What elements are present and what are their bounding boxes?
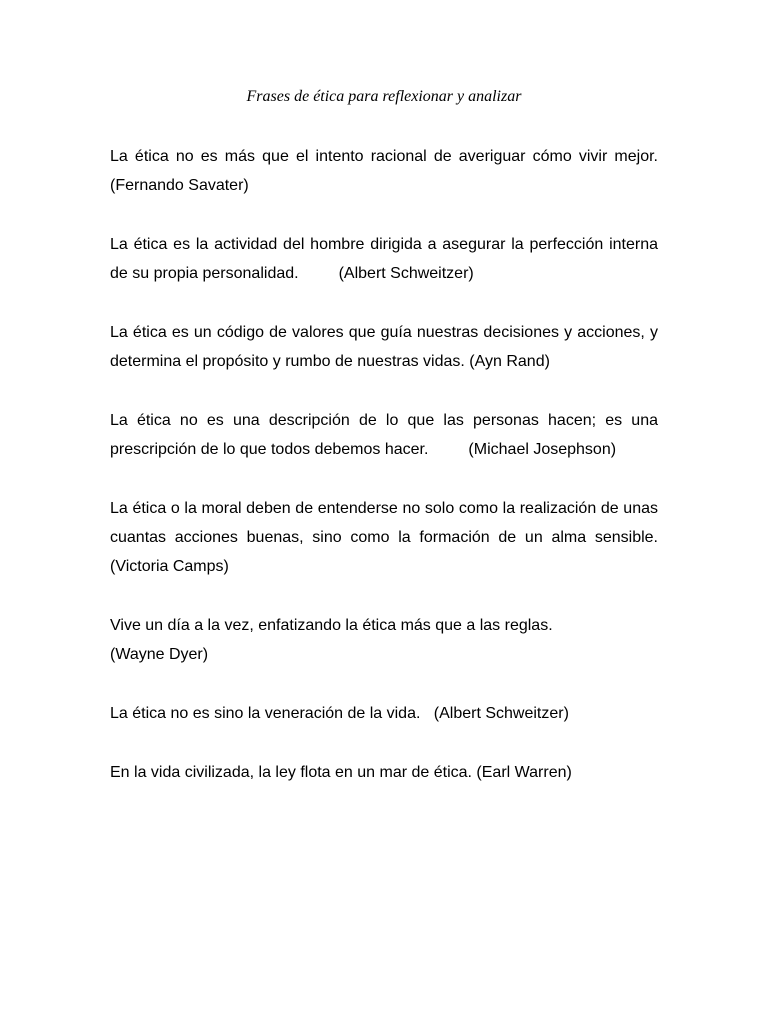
quote-4: La ética no es una descripción de lo que las personas hacen; es una prescripción de lo que todos debemos hacer. (Michael Josephson) — [110, 412, 663, 458]
quote-3: La ética es un código de valores que guía nuestras decisiones y acciones, y determina el propósito y rumbo de nuestras vidas. (Ayn Rand) — [110, 324, 663, 370]
quote-5: La ética o la moral deben de entenderse no solo como la realización de unas cuantas acciones buenas, sino como la formación de un alma sensible. (Victoria Camps) — [110, 500, 676, 575]
document-title: Frases de ética para reflexionar y analizar — [246, 88, 522, 105]
quote-2: La ética es la actividad del hombre dirigida a asegurar la perfección interna de su propia personalidad. (Albert Schweitzer) — [110, 236, 663, 282]
quote-1: La ética no es más que el intento racional de averiguar cómo vivir mejor. (Fernando Savater) — [110, 148, 672, 194]
quote-list — [110, 142, 676, 817]
quote-7: La ética no es sino la veneración de la vida. (Albert Schweitzer) — [110, 705, 569, 722]
quote-6: Vive un día a la vez, enfatizando la ética más que a las reglas. (Wayne Dyer) — [110, 617, 553, 663]
quote-8: En la vida civilizada, la ley flota en un mar de ética. (Earl Warren) — [110, 764, 572, 781]
